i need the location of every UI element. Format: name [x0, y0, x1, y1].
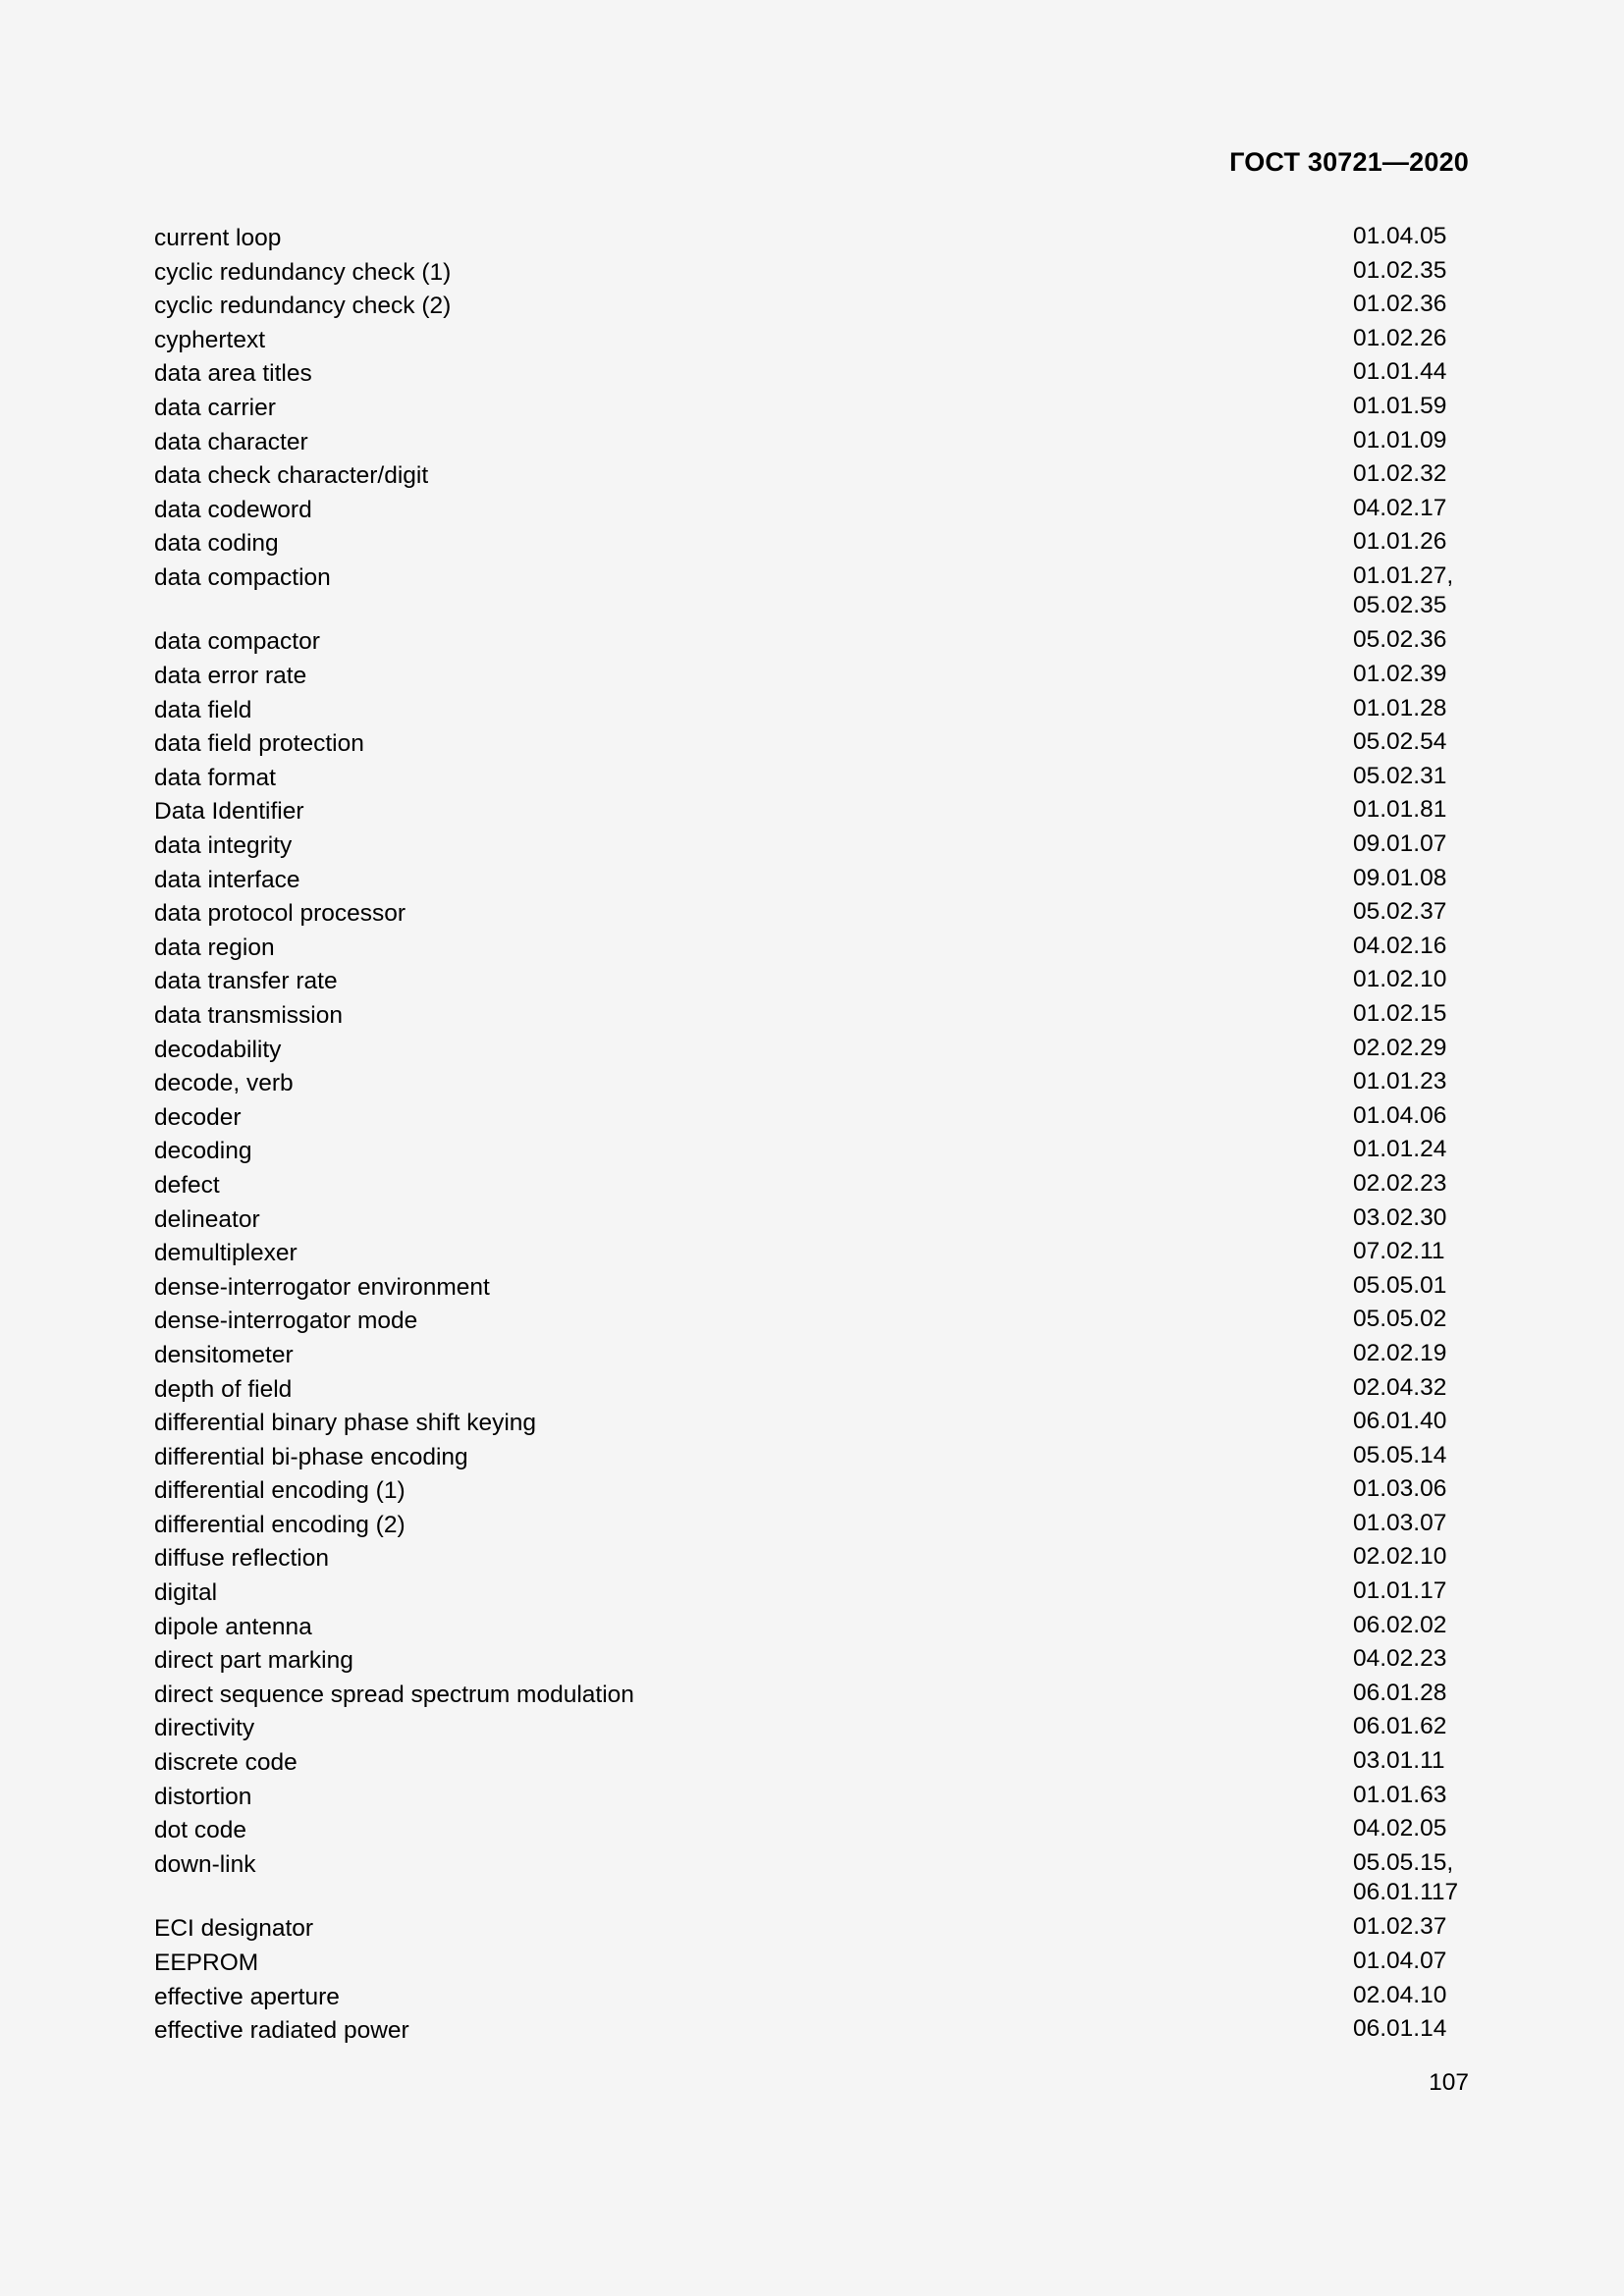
index-ref: 01.04.05: [1353, 223, 1447, 249]
index-entry: [154, 829, 1469, 864]
index-refs: [1353, 762, 1446, 792]
index-refs: [1353, 1135, 1446, 1165]
index-refs: [1353, 999, 1446, 1030]
index-entry: [154, 1542, 1469, 1576]
index-term: data compaction: [154, 563, 331, 591]
index-entry: [154, 1947, 1469, 1981]
index-ref: 05.02.31: [1353, 762, 1447, 789]
index-term: data transfer rate: [154, 968, 338, 995]
index-term: digital: [154, 1579, 218, 1607]
index-term: discrete code: [154, 1749, 298, 1777]
index-term: demultiplexer: [154, 1240, 298, 1267]
index-ref: 02.02.19: [1353, 1339, 1447, 1366]
index-refs: [1353, 494, 1446, 524]
index-term: data region: [154, 934, 275, 961]
index-ref: 02.04.10: [1353, 1981, 1447, 2008]
index-ref: 06.01.40: [1353, 1408, 1447, 1435]
index-ref: 06.01.14: [1353, 2015, 1447, 2043]
index-entry: [154, 561, 1469, 626]
index-refs: [1353, 1373, 1446, 1404]
index-entry: [154, 1679, 1469, 1713]
index-term: cyclic redundancy check (1): [154, 258, 452, 286]
index-entry: [154, 1746, 1469, 1781]
index-entry: [154, 1169, 1469, 1203]
index-ref: 02.02.23: [1353, 1169, 1447, 1197]
index-entry: [154, 1034, 1469, 1068]
index-term: dense-interrogator environment: [154, 1273, 490, 1301]
index-entry: [154, 1373, 1469, 1408]
index-ref: 01.01.09: [1353, 426, 1447, 454]
index-refs: [1353, 459, 1446, 490]
index-entry: [154, 1339, 1469, 1373]
index-term: decoding: [154, 1138, 252, 1165]
index-ref: 05.05.14: [1353, 1441, 1447, 1468]
index-ref: 02.04.32: [1353, 1373, 1447, 1401]
index-entry: [154, 1067, 1469, 1101]
index-entry: [154, 694, 1469, 728]
index-term: differential bi-phase encoding: [154, 1443, 468, 1470]
index-term: directivity: [154, 1715, 255, 1742]
index-term: direct part marking: [154, 1647, 353, 1675]
index-term: cyclic redundancy check (2): [154, 293, 452, 320]
index-entry: [154, 2014, 1469, 2049]
index-refs: [1353, 2014, 1446, 2045]
index-entry: [154, 965, 1469, 999]
index-ref: 05.02.37: [1353, 898, 1447, 926]
index-term: data transmission: [154, 1001, 344, 1029]
index-refs: [1353, 932, 1446, 962]
index-term: diffuse reflection: [154, 1545, 329, 1573]
index-ref: 05.05.15,: [1353, 1848, 1454, 1876]
index-entry: [154, 290, 1469, 324]
index-refs: [1353, 256, 1446, 287]
index-entry: [154, 1712, 1469, 1746]
index-ref: 06.01.117: [1353, 1879, 1459, 1906]
index-ref: 06.01.62: [1353, 1713, 1447, 1740]
index-entry: [154, 494, 1469, 528]
index-term: data field: [154, 696, 252, 723]
index-ref: 05.02.35: [1353, 592, 1447, 619]
index-refs: [1353, 1067, 1446, 1097]
index-term: data area titles: [154, 360, 312, 388]
index-refs: [1353, 527, 1446, 558]
index-term: cyphertext: [154, 326, 266, 353]
index-ref: 05.02.54: [1353, 728, 1447, 756]
index-refs: [1353, 222, 1446, 252]
index-ref: 03.01.11: [1353, 1747, 1445, 1775]
index-refs: [1353, 1644, 1446, 1675]
index-term: data codeword: [154, 496, 312, 523]
index-term: data integrity: [154, 832, 293, 859]
index-entry: [154, 527, 1469, 561]
index-refs: [1353, 426, 1446, 456]
index-ref: 06.01.28: [1353, 1679, 1447, 1706]
index-refs: [1353, 1271, 1446, 1302]
index-refs: [1353, 1203, 1446, 1234]
index-entry: [154, 324, 1469, 358]
index-term: data carrier: [154, 394, 276, 421]
index-entry: [154, 1474, 1469, 1509]
index-refs: [1353, 1611, 1446, 1641]
index-term: dot code: [154, 1817, 246, 1844]
index-refs: [1353, 1981, 1446, 2011]
index-entry: [154, 660, 1469, 694]
index-refs: [1353, 1474, 1446, 1505]
index-entry: [154, 727, 1469, 762]
index-term: densitometer: [154, 1341, 294, 1368]
index-ref: 02.02.10: [1353, 1543, 1447, 1571]
index-refs: [1353, 324, 1446, 354]
index-entry: [154, 1101, 1469, 1136]
index-ref: 05.05.02: [1353, 1306, 1447, 1333]
index-term: differential binary phase shift keying: [154, 1410, 537, 1437]
index-entry: [154, 1509, 1469, 1543]
index-entry: [154, 1611, 1469, 1645]
index-ref: 01.01.59: [1353, 392, 1447, 419]
index-ref: 05.02.36: [1353, 626, 1447, 654]
index-entry: [154, 222, 1469, 256]
index-ref: 01.02.37: [1353, 1913, 1447, 1941]
index-refs: [1353, 1101, 1446, 1132]
index-term: dipole antenna: [154, 1613, 312, 1640]
index-ref: 09.01.07: [1353, 830, 1447, 857]
page-number: 107: [1429, 2069, 1469, 2096]
index-refs: [1353, 1339, 1446, 1369]
index-ref: 01.01.26: [1353, 528, 1447, 556]
index-entry: [154, 1271, 1469, 1306]
index-refs: [1353, 1947, 1446, 1977]
index-term: down-link: [154, 1850, 256, 1878]
index-refs: [1353, 1237, 1445, 1267]
index-term: distortion: [154, 1783, 252, 1810]
index-ref: 04.02.23: [1353, 1645, 1447, 1673]
index-entry: [154, 897, 1469, 932]
index-entry: [154, 795, 1469, 829]
index-refs: [1353, 392, 1446, 422]
index-ref: 01.02.36: [1353, 291, 1447, 318]
index-ref: 04.02.05: [1353, 1815, 1447, 1842]
index-term: differential encoding (2): [154, 1511, 406, 1538]
index-entry: [154, 1203, 1469, 1238]
index-entry: [154, 1644, 1469, 1679]
index-refs: [1353, 660, 1446, 690]
index-ref: 01.03.07: [1353, 1509, 1447, 1536]
index-term: data coding: [154, 530, 279, 558]
index-ref: 01.02.39: [1353, 661, 1447, 688]
index-refs: [1353, 864, 1446, 894]
index-term: effective aperture: [154, 1983, 340, 2010]
index-ref: 01.02.32: [1353, 460, 1447, 488]
index-term: decode, verb: [154, 1070, 294, 1097]
index-refs: [1353, 1407, 1446, 1437]
index-term: data interface: [154, 866, 300, 893]
index-entry: [154, 459, 1469, 494]
index-refs: [1353, 1441, 1446, 1471]
index-entry: [154, 762, 1469, 796]
index-ref: 09.01.08: [1353, 864, 1447, 891]
index-ref: 01.03.06: [1353, 1475, 1447, 1503]
index-ref: 04.02.16: [1353, 932, 1447, 959]
index-term: data error rate: [154, 663, 307, 690]
index-ref: 04.02.17: [1353, 494, 1447, 521]
index-ref: 01.01.23: [1353, 1068, 1447, 1095]
index-term: dense-interrogator mode: [154, 1308, 418, 1335]
index-term: defect: [154, 1171, 220, 1199]
index-ref: 01.02.35: [1353, 256, 1447, 284]
index-ref: 03.02.30: [1353, 1203, 1447, 1231]
index-term: data protocol processor: [154, 900, 406, 928]
index-refs: [1353, 357, 1446, 388]
index-ref: 01.02.10: [1353, 966, 1447, 993]
index-refs: [1353, 1576, 1446, 1607]
index-refs: [1353, 795, 1446, 826]
index-ref: 05.05.01: [1353, 1271, 1447, 1299]
index-refs: [1353, 829, 1446, 860]
index-entry: [154, 256, 1469, 291]
index-refs: [1353, 1509, 1446, 1539]
index-entry: [154, 1407, 1469, 1441]
index-term: Data Identifier: [154, 798, 304, 826]
index-refs: [1353, 1034, 1446, 1064]
index-term: delineator: [154, 1205, 260, 1233]
index-refs: [1353, 1169, 1446, 1200]
index-term: data field protection: [154, 730, 364, 758]
index-refs: [1353, 897, 1446, 928]
index-entry: [154, 392, 1469, 426]
index-refs: [1353, 1781, 1446, 1811]
index-refs: [1353, 561, 1453, 621]
index-term: decodability: [154, 1036, 282, 1063]
index-ref: 01.02.15: [1353, 999, 1447, 1027]
index-refs: [1353, 727, 1446, 758]
index-entry: [154, 625, 1469, 660]
index-term: direct sequence spread spectrum modulation: [154, 1681, 634, 1708]
index-entry: [154, 1576, 1469, 1611]
index-entry: [154, 1814, 1469, 1848]
index-ref: 01.04.06: [1353, 1101, 1447, 1129]
index-term: EEPROM: [154, 1949, 259, 1976]
index-refs: [1353, 625, 1446, 656]
index-refs: [1353, 694, 1446, 724]
index-ref: 06.02.02: [1353, 1611, 1447, 1638]
index-ref: 07.02.11: [1353, 1238, 1445, 1265]
index-ref: 01.01.63: [1353, 1781, 1447, 1808]
index-term: ECI designator: [154, 1915, 314, 1943]
index-term: effective radiated power: [154, 2017, 409, 2045]
index-refs: [1353, 1814, 1446, 1844]
index-term: current loop: [154, 225, 282, 251]
index-refs: [1353, 1746, 1445, 1777]
document-header: ГОСТ 30721—2020: [1229, 147, 1469, 177]
index-term: data compactor: [154, 628, 320, 656]
index-term: decoder: [154, 1103, 242, 1131]
index-refs: [1353, 1712, 1446, 1742]
index-ref: 02.02.29: [1353, 1034, 1447, 1061]
index-ref: 01.01.28: [1353, 694, 1447, 721]
index-entry: [154, 1912, 1469, 1947]
index-ref: 01.04.07: [1353, 1947, 1447, 1974]
index-entry: [154, 1848, 1469, 1913]
index-entry: [154, 1135, 1469, 1169]
index-ref: 01.01.27,: [1353, 561, 1454, 589]
index-ref: 01.01.17: [1353, 1577, 1447, 1605]
index-ref: 01.02.26: [1353, 324, 1447, 351]
index-term: data format: [154, 764, 276, 791]
index-ref: 01.01.24: [1353, 1136, 1447, 1163]
index-term: data character: [154, 428, 308, 455]
index-entry: [154, 426, 1469, 460]
index-term: depth of field: [154, 1375, 293, 1403]
index-refs: [1353, 1542, 1446, 1573]
index-entry: [154, 932, 1469, 966]
index-refs: [1353, 1305, 1446, 1335]
index-entry: [154, 1237, 1469, 1271]
index-entry: [154, 999, 1469, 1034]
term-index-list: [154, 222, 1469, 2049]
index-entry: [154, 1981, 1469, 2015]
index-ref: 01.01.44: [1353, 358, 1447, 386]
index-refs: [1353, 290, 1446, 320]
index-entry: [154, 357, 1469, 392]
index-entry: [154, 864, 1469, 898]
index-entry: [154, 1305, 1469, 1339]
index-refs: [1353, 965, 1446, 995]
index-entry: [154, 1441, 1469, 1475]
index-refs: [1353, 1912, 1446, 1943]
index-refs: [1353, 1848, 1458, 1908]
index-term: differential encoding (1): [154, 1477, 406, 1505]
index-term: data check character/digit: [154, 462, 429, 490]
index-entry: [154, 1781, 1469, 1815]
index-refs: [1353, 1679, 1446, 1709]
index-ref: 01.01.81: [1353, 796, 1447, 824]
